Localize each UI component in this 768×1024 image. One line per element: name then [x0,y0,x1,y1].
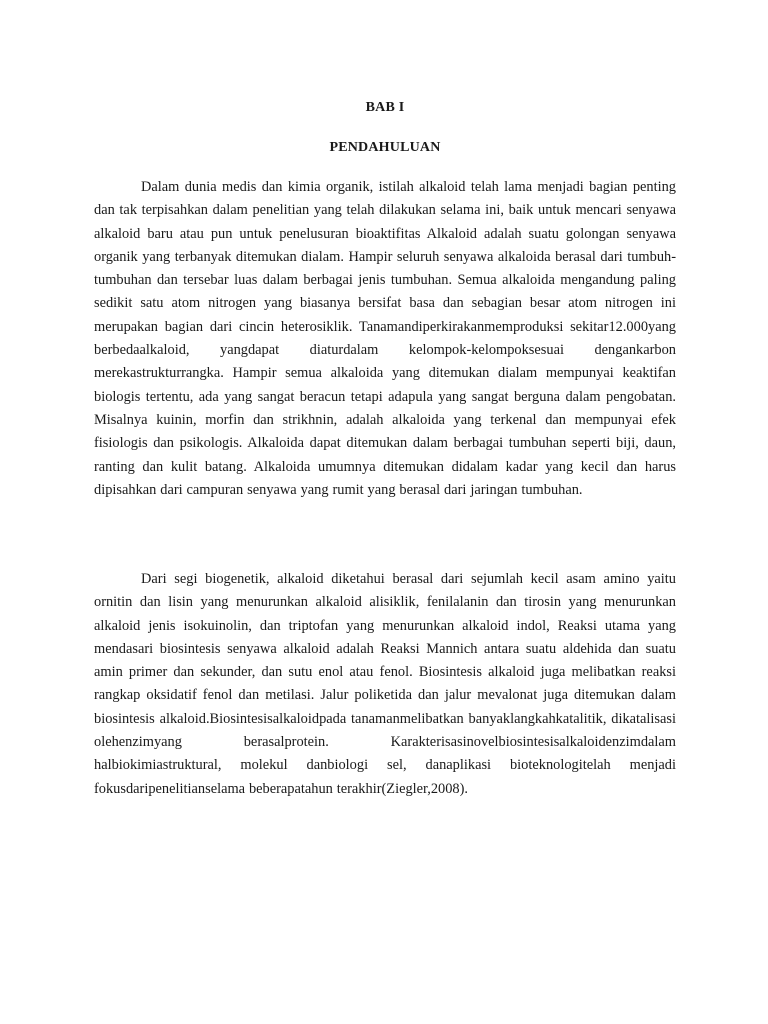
chapter-heading: BAB I [365,100,405,115]
paragraph-2: Dari segi biogenetik, alkaloid diketahui berasal dari sejumlah kecil asam amino yaitu ornitin dan lisin yang menurunkan alkaloid alisiklik, fenilalanin dan tirosin yang menurunkan alkaloid jenis isokuinolin, dan triptofan yang menurunkan alkaloid indol, Reaksi utama yang mendasari biosintesis senyawa alkaloid adalah Reaksi Mannich antara suatu aldehida dan suatu amin primer dan sekunder, dan sutu enol atau fenol. Biosintesis alkaloid juga melibatkan reaksi rangkap oksidatif fenol dan metilasi. Jalur poliketida dan jalur mevalonat juga ditemukan dalam biosintesis alkaloid.Biosintesisalkaloidpada tanamanmelibatkan banyaklangkahkatalitik, dikatalisasi olehenzimyang berasalprotein. Karakterisasinovelbiosintesisalkaloidenzimdalam halbiokimiastruktural, molekul danbiologi sel, danaplikasi bioteknologitelah menjadi fokusdaripenelitianselama beberapatahun terakhir(Ziegler,2008). [94,571,676,797]
chapter-title: PENDAHULUAN [329,140,441,155]
paragraph-1: Dalam dunia medis dan kimia organik, istilah alkaloid telah lama menjadi bagian penting dan tak terpisahkan dalam penelitian yang telah dilakukan selama ini, baik untuk mencari senyawa alkaloid baru atau pun untuk penelusuran bioaktifitas Alkaloid adalah suatu golongan senyawa organik yang terbanyak ditemukan dialam. Hampir seluruh senyawa alkaloida berasal dari tumbuh-tumbuhan dan tersebar luas dalam berbagai jenis tumbuhan. Semua alkaloida mengandung paling sedikit satu atom nitrogen yang biasanya bersifat basa dan sebagian besar atom nitrogen ini merupakan bagian dari cincin heterosiklik. Tanamandiperkirakanmemproduksi sekitar12.000yang berbedaalkaloid, yangdapat diaturdalam kelompok-kelompoksesuai dengankarbon merekastrukturrangka. Hampir semua alkaloida yang ditemukan dialam mempunyai keaktifan biologis tertentu, ada yang sangat beracun tetapi adapula yang sangat berguna dalam pengobatan. Misalnya kuinin, morfin dan strikhnin, adalah alkaloida yang terkenal dan mempunyai efek fisiologis dan psikologis. Alkaloida dapat ditemukan dalam berbagai tumbuhan seperti biji, daun, ranting dan kulit batang. Alkaloida umumnya ditemukan didalam kadar yang kecil dan harus dipisahkan dari campuran senyawa yang rumit yang berasal dari jaringan tumbuhan. [94,179,676,498]
